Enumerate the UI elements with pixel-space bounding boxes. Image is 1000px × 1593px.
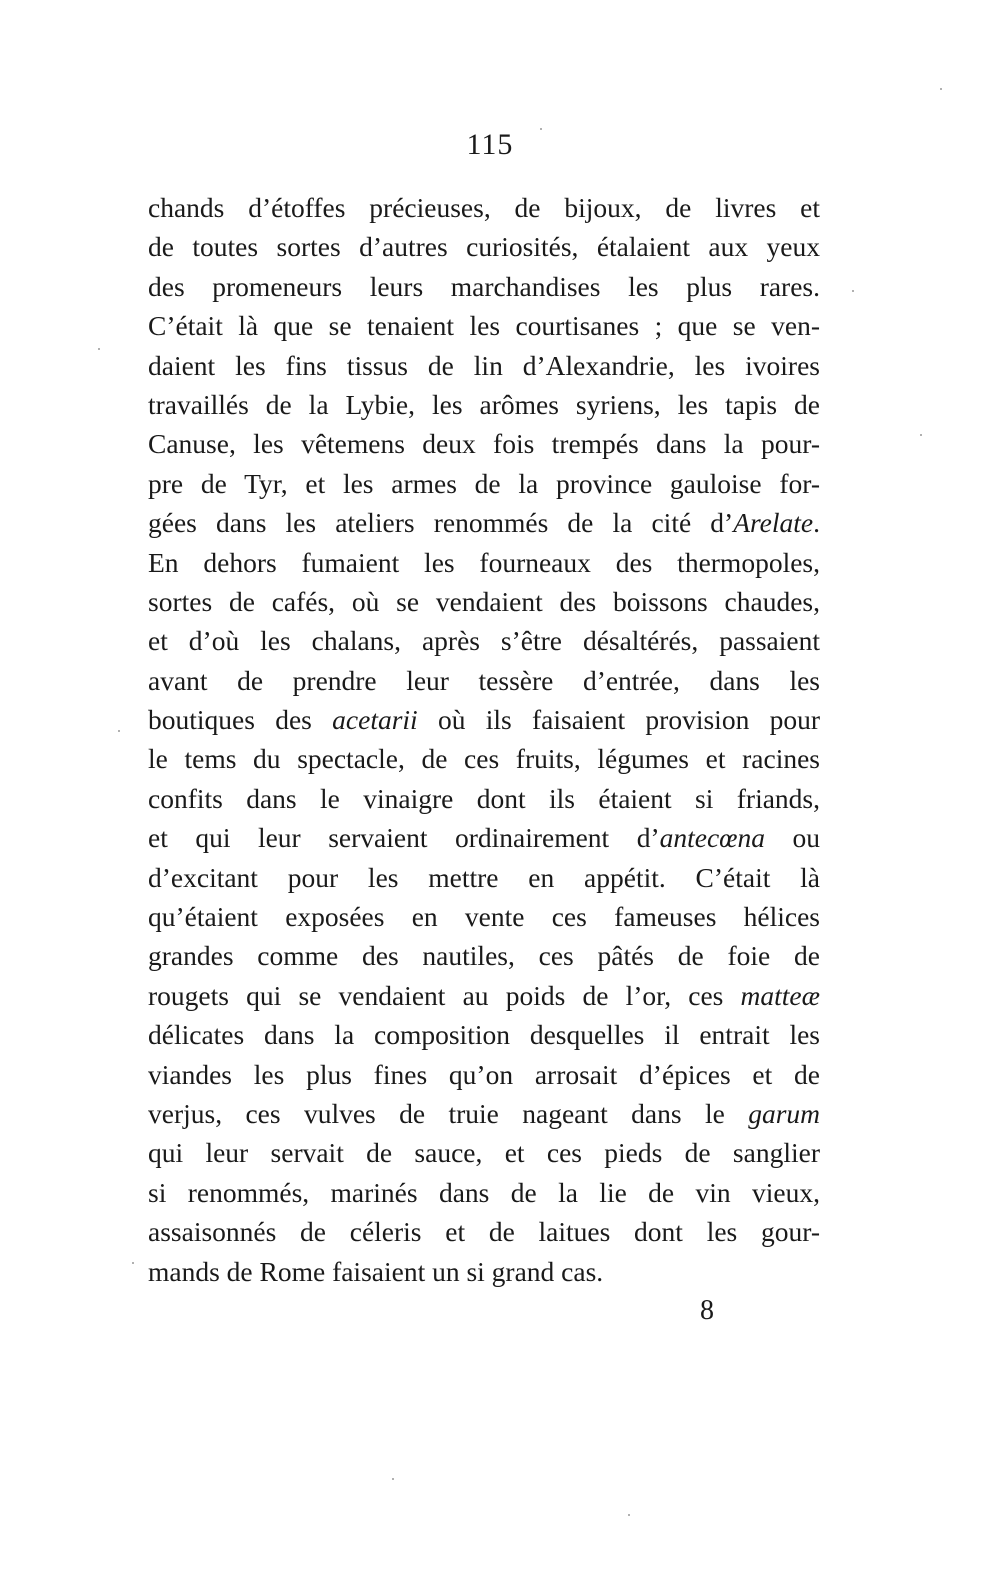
line-text: verjus, ces vulves de truie nageant dans le — [148, 1097, 749, 1129]
text-line — [148, 858, 820, 897]
text-line — [148, 936, 820, 975]
paper-speck — [540, 128, 542, 130]
line-text: pre de Tyr, et les armes de la province gauloise for- — [148, 467, 820, 499]
text-line — [148, 1252, 820, 1291]
line-text: daient les fins tissus de lin d’Alexandrie, les ivoires — [148, 349, 820, 381]
text-line — [148, 543, 820, 582]
line-text: si renommés, marinés dans de la lie de vin vieux, — [148, 1176, 820, 1208]
line-text: confits dans le vinaigre dont ils étaient si friands, — [148, 782, 820, 814]
text-line — [148, 424, 820, 463]
text-line — [148, 227, 820, 266]
line-text: . — [813, 507, 820, 539]
text-line — [148, 1094, 820, 1133]
page-number: 115 — [466, 128, 514, 161]
line-text: qu’étaient exposées en vente ces fameuses hélices — [148, 901, 820, 933]
line-text: délicates dans la composition desquelles il entrait les — [148, 1019, 820, 1051]
text-line — [148, 1015, 820, 1054]
line-text: le tems du spectacle, de ces fruits, légumes et racines — [148, 743, 820, 775]
line-text: rougets qui se vendaient au poids de l’or, ces — [148, 979, 741, 1011]
line-text: où ils faisaient provision pour — [417, 704, 820, 736]
text-line — [148, 306, 820, 345]
signature-mark: 8 — [700, 1295, 714, 1326]
paper-speck — [392, 1478, 394, 1480]
text-line — [148, 621, 820, 660]
text-line — [148, 897, 820, 936]
paper-speck — [920, 434, 922, 436]
paper-speck — [940, 88, 942, 90]
line-text: mands de Rome faisaient un si grand cas. — [148, 1255, 604, 1287]
italic-term: Arelate — [733, 507, 814, 539]
text-line — [148, 779, 820, 818]
line-text: et d’où les chalans, après s’être désaltérés, passaient — [148, 625, 820, 657]
italic-term: garum — [748, 1097, 820, 1129]
text-line — [148, 1173, 820, 1212]
paper-speck — [98, 348, 100, 350]
text-line — [148, 700, 820, 739]
text-line — [148, 1055, 820, 1094]
text-line — [148, 464, 820, 503]
line-text: C’était là que se tenaient les courtisanes ; que se ven- — [148, 310, 820, 342]
line-text: avant de prendre leur tessère d’entrée, dans les — [148, 664, 820, 696]
paper-speck — [132, 1262, 134, 1264]
line-text: gées dans les ateliers renommés de la cité d’ — [148, 507, 734, 539]
line-text: chands d’étoffes précieuses, de bijoux, de livres et — [148, 192, 820, 223]
line-text: Canuse, les vêtemens deux fois trempés dans la pour- — [148, 428, 820, 460]
body-text — [148, 188, 820, 1291]
line-text: de toutes sortes d’autres curiosités, étalaient aux yeux — [148, 231, 820, 263]
line-text: d’excitant pour les mettre en appétit. C’était là — [148, 861, 820, 893]
line-text: et qui leur servaient ordinairement d’ — [148, 822, 660, 854]
text-line — [148, 267, 820, 306]
line-text: qui leur servait de sauce, et ces pieds de sanglier — [148, 1137, 820, 1169]
line-text: sortes de cafés, où se vendaient des boissons chaudes, — [148, 585, 820, 617]
line-text: des promeneurs leurs marchandises les plus rares. — [148, 270, 820, 302]
text-line — [148, 385, 820, 424]
line-text: assaisonnés de céleris et de laitues dont les gour- — [148, 1216, 820, 1248]
text-line — [148, 1133, 820, 1172]
italic-term: antecœna — [659, 822, 766, 854]
text-line — [148, 582, 820, 621]
text-line — [148, 818, 820, 857]
italic-term: matteæ — [740, 979, 820, 1011]
text-line — [148, 346, 820, 385]
text-line — [148, 188, 820, 227]
paper-speck — [628, 1514, 630, 1516]
line-text: boutiques des — [148, 704, 333, 736]
text-line — [148, 976, 820, 1015]
line-text: ou — [765, 822, 821, 854]
italic-term: acetarii — [332, 704, 418, 736]
paper-speck — [118, 730, 120, 732]
text-line — [148, 661, 820, 700]
line-text: viandes les plus fines qu’on arrosait d’épices et de — [148, 1058, 820, 1090]
paper-speck — [852, 290, 854, 292]
line-text: En dehors fumaient les fourneaux des thermopoles, — [148, 546, 820, 578]
text-line — [148, 739, 820, 778]
line-text: grandes comme des nautiles, ces pâtés de foie de — [148, 940, 820, 972]
line-text: travaillés de la Lybie, les arômes syriens, les tapis de — [148, 388, 820, 420]
text-line — [148, 503, 820, 542]
text-line — [148, 1212, 820, 1251]
